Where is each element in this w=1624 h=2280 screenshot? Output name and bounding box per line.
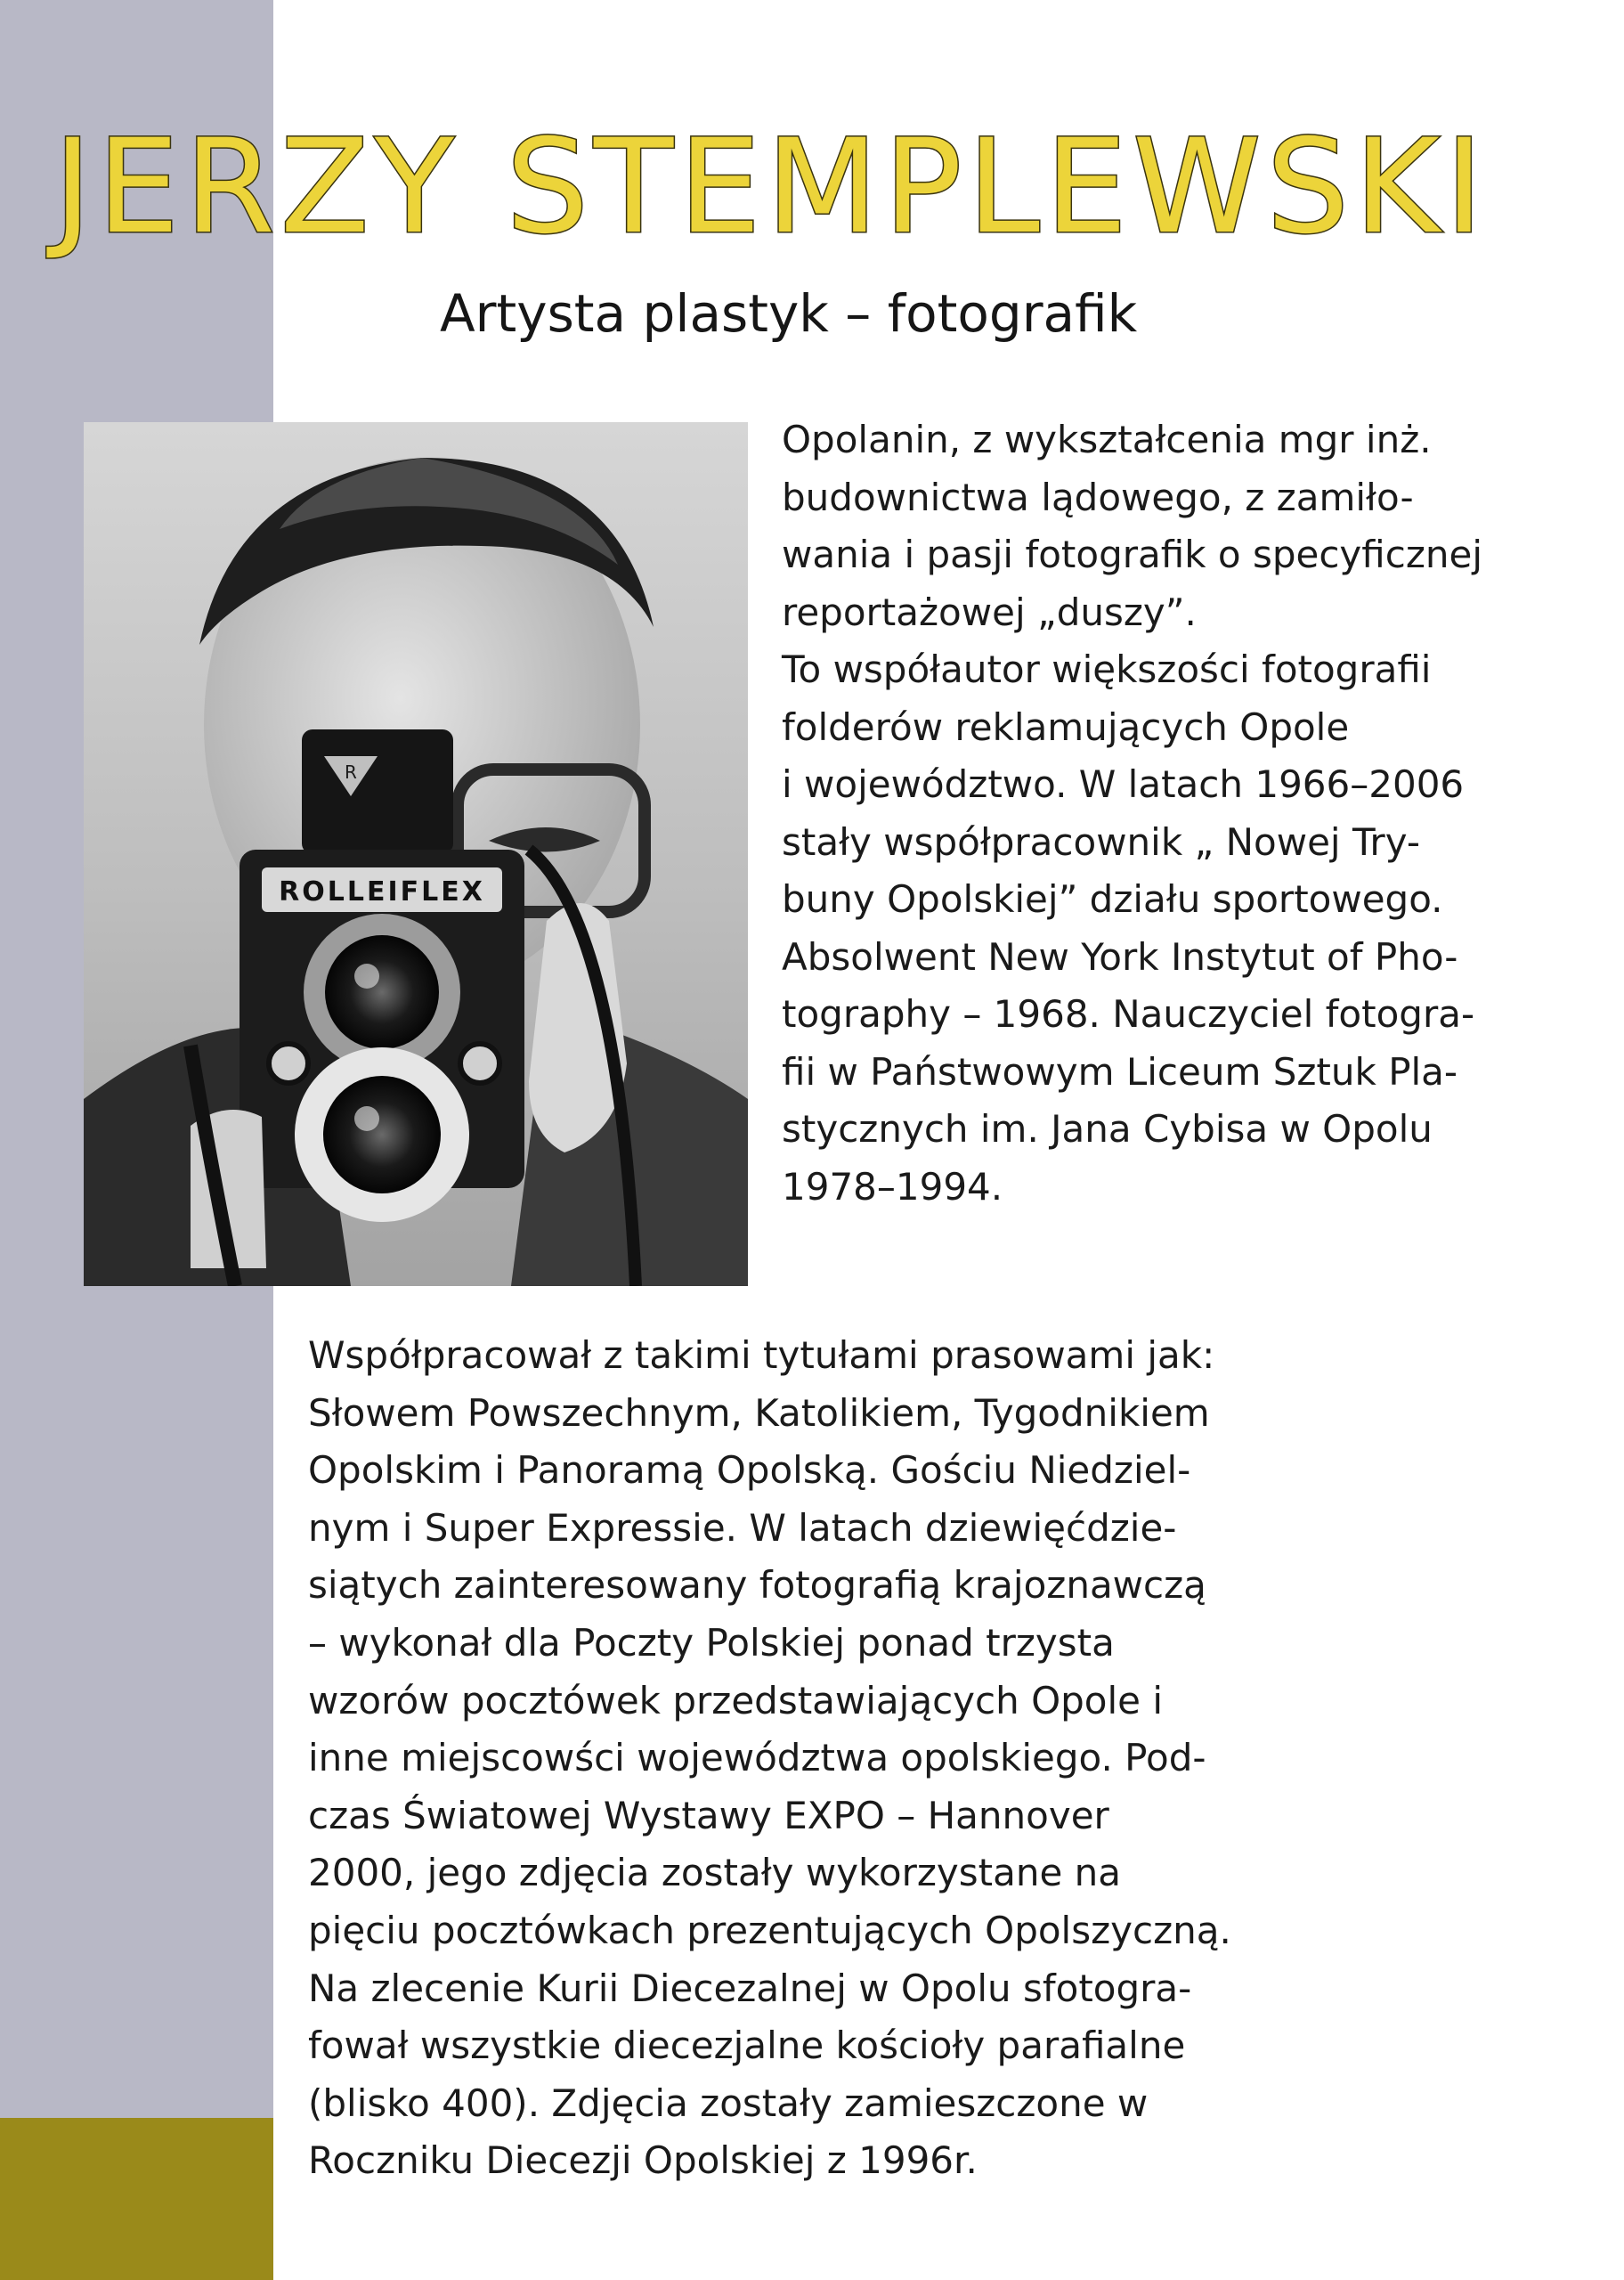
viewfinder-hood bbox=[302, 729, 453, 854]
bio-intro-paragraph bbox=[782, 411, 1583, 1216]
bio-career-paragraph bbox=[308, 1327, 1466, 2190]
camera-badge: R bbox=[345, 761, 357, 783]
viewing-lens bbox=[325, 935, 439, 1049]
bio-career-line: nym i Super Expressie. W latach dziewięćdzie- bbox=[308, 1505, 1177, 1550]
bio-intro-line: fii w Państwowym Liceum Sztuk Pla- bbox=[782, 1049, 1458, 1094]
bio-career-line: Na zlecenie Kurii Diecezalnej w Opolu sfotogra- bbox=[308, 1966, 1192, 2010]
taking-lens-glint bbox=[354, 1106, 379, 1131]
bio-career-line: – wykonał dla Poczty Polskiej ponad trzysta bbox=[308, 1620, 1115, 1665]
bio-career-line: inne miejscowści województwa opolskiego. Pod- bbox=[308, 1736, 1206, 1780]
bio-career-line: Opolskim i Panoramą Opolską. Gościu Niedziel- bbox=[308, 1448, 1191, 1493]
bio-intro-line: 1978–1994. bbox=[782, 1164, 1003, 1209]
shutter-dial bbox=[460, 1044, 499, 1083]
taking-lens bbox=[323, 1076, 441, 1193]
bio-career-line: pięciu pocztówkach prezentujących Opolszyczną. bbox=[308, 1908, 1231, 1952]
bio-career-line: Roczniku Diecezji Opolskiej z 1996r. bbox=[308, 2138, 978, 2183]
bio-intro-line: i województwo. W latach 1966–2006 bbox=[782, 762, 1465, 806]
bio-intro-line: buny Opolskiej” działu sportowego. bbox=[782, 877, 1443, 921]
bio-intro-line: To współautor większości fotografii bbox=[782, 647, 1432, 691]
portrait-illustration bbox=[84, 422, 748, 1286]
bio-career-line: czas Światowej Wystawy EXPO – Hannover bbox=[308, 1793, 1109, 1837]
portrait-photo bbox=[84, 422, 748, 1286]
bio-career-line: (blisko 400). Zdjęcia zostały zamieszczone w bbox=[308, 2080, 1149, 2125]
side-band-accent bbox=[0, 2118, 273, 2280]
bio-career-line: wzorów pocztówek przedstawiających Opole i bbox=[308, 1678, 1164, 1722]
camera-brand-label: ROLLEIFLEX bbox=[279, 876, 485, 908]
bio-intro-line: Opolanin, z wykształcenia mgr inż. bbox=[782, 418, 1432, 461]
bio-intro-line: tography – 1968. Nauczyciel fotogra- bbox=[782, 992, 1475, 1036]
page-title: JERZY STEMPLEWSKI bbox=[53, 111, 1489, 263]
bio-intro-line: reportażowej „duszy”. bbox=[782, 590, 1197, 634]
bio-career-line: siątych zainteresowany fotografią krajoznawczą bbox=[308, 1563, 1206, 1608]
aperture-dial bbox=[269, 1044, 308, 1083]
bio-intro-line: stały współpracownik „ Nowej Try- bbox=[782, 819, 1420, 864]
bio-career-line: 2000, jego zdjęcia zostały wykorzystane na bbox=[308, 1851, 1121, 1895]
bio-intro-line: budownictwa lądowego, z zamiło- bbox=[782, 475, 1414, 519]
bio-intro-line: folderów reklamujących Opole bbox=[782, 704, 1350, 749]
bio-intro-line: Absolwent New York Instytut of Pho- bbox=[782, 934, 1458, 979]
bio-intro-line: wania i pasji fotografik o specyficznej bbox=[782, 533, 1482, 576]
page-subtitle: Artysta plastyk – fotografik bbox=[440, 283, 1138, 344]
bio-intro-line: stycznych im. Jana Cybisa w Opolu bbox=[782, 1107, 1433, 1151]
bio-career-line: fował wszystkie diecezjalne kościoły parafialne bbox=[308, 2024, 1186, 2068]
viewing-lens-glint bbox=[354, 964, 379, 989]
bio-career-line: Słowem Powszechnym, Katolikiem, Tygodnikiem bbox=[308, 1390, 1210, 1435]
bio-career-line: Współpracował z takimi tytułami prasowami jak: bbox=[308, 1333, 1215, 1377]
